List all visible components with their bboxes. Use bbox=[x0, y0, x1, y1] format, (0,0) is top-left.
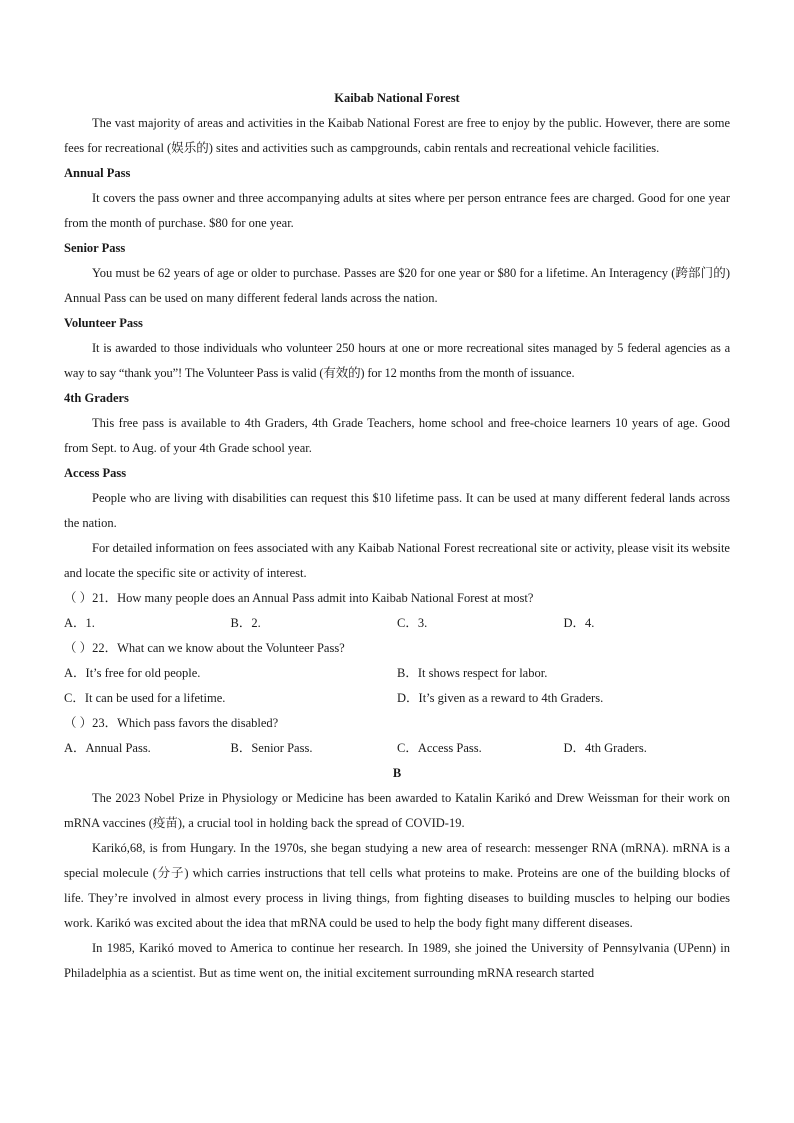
section-body-access-pass: People who are living with disabilities can request this $10 lifetime pass. It can be used at many different federal lands across the nation. bbox=[64, 491, 730, 530]
question-23-options bbox=[64, 736, 730, 761]
option-d: D．4. bbox=[563, 616, 595, 630]
option-a: A．Annual Pass. bbox=[64, 741, 151, 755]
option-b: B．It shows respect for labor. bbox=[397, 666, 548, 680]
option-b: B．Senior Pass. bbox=[230, 741, 313, 755]
option-b: B．2. bbox=[230, 616, 261, 630]
option-c: C．Access Pass. bbox=[397, 741, 482, 755]
passage-a-intro: The vast majority of areas and activities in the Kaibab National Forest are free to enjoy by the public. However, there are some fees for recreational (娱乐的) sites and activities such as campgrounds, cabin rentals and recreational vehicle facilities. bbox=[64, 116, 730, 155]
option-c: C．3. bbox=[397, 616, 428, 630]
section-heading-access-pass: Access Pass bbox=[64, 466, 127, 480]
passage-b-paragraph: In 1985, Karikó moved to America to continue her research. In 1989, she joined the University of Pennsylvania (UPenn) in Philadelphia as a scientist. But as time went on, the initial excitement surrounding mRNA research started bbox=[64, 941, 730, 980]
question-22-options-row1 bbox=[64, 661, 730, 686]
option-a: A．It’s free for old people. bbox=[64, 666, 201, 680]
passage-b-paragraph: Karikó,68, is from Hungary. In the 1970s, she began studying a new area of research: messenger RNA (mRNA). mRNA is a special molecule (分子) which carries instructions that tell cells what proteins to make. Proteins are one of the building blocks of life. They’re involved in almost every process in living things, from fighting diseases to building muscles to helping our bodies work. Karikó was excited about the idea that mRNA could be used to help the body fight many different diseases. bbox=[64, 841, 730, 930]
question-21-options bbox=[64, 611, 730, 636]
passage-a-closing: For detailed information on fees associated with any Kaibab National Forest recreational site or activity, please visit its website and locate the specific site or activity of interest. bbox=[64, 541, 730, 580]
option-d: D．It’s given as a reward to 4th Graders. bbox=[397, 691, 604, 705]
passage-b-label: B bbox=[392, 766, 402, 780]
section-heading-4th-graders: 4th Graders bbox=[64, 391, 129, 405]
document-page bbox=[64, 86, 730, 986]
option-c: C．It can be used for a lifetime. bbox=[64, 691, 226, 705]
section-body-annual-pass: It covers the pass owner and three accompanying adults at sites where per person entrance fees are charged. Good for one year from the month of purchase. $80 for one year. bbox=[64, 191, 730, 230]
passage-a-title: Kaibab National Forest bbox=[334, 91, 460, 105]
section-heading-volunteer-pass: Volunteer Pass bbox=[64, 316, 143, 330]
section-body-senior-pass: You must be 62 years of age or older to purchase. Passes are $20 for one year or $80 for a lifetime. An Interagency (跨部门的) Annual Pass can be used on many different federal lands across the nation. bbox=[64, 266, 730, 305]
passage-b-paragraph: The 2023 Nobel Prize in Physiology or Medicine has been awarded to Katalin Karikó and Drew Weissman for their work on mRNA vaccines (疫苗), a crucial tool in holding back the spread of COVID-19. bbox=[64, 791, 730, 830]
option-d: D．4th Graders. bbox=[563, 741, 647, 755]
section-heading-senior-pass: Senior Pass bbox=[64, 241, 126, 255]
section-heading-annual-pass: Annual Pass bbox=[64, 166, 131, 180]
question-21-stem: （ ）21．How many people does an Annual Pass admit into Kaibab National Forest at most? bbox=[64, 591, 534, 605]
question-23-stem: （ ）23．Which pass favors the disabled? bbox=[64, 716, 279, 730]
option-a: A．1. bbox=[64, 616, 95, 630]
section-body-volunteer-pass: It is awarded to those individuals who volunteer 250 hours at one or more recreational sites managed by 5 federal agencies as a way to say “thank you”! The Volunteer Pass is valid (有效的) for 12 months from the month of issuance. bbox=[64, 341, 730, 380]
question-22-stem: （ ）22．What can we know about the Volunteer Pass? bbox=[64, 641, 345, 655]
question-22-options-row2 bbox=[64, 686, 730, 711]
section-body-4th-graders: This free pass is available to 4th Graders, 4th Grade Teachers, home school and free-choice learners 10 years of age. Good from Sept. to Aug. of your 4th Grade school year. bbox=[64, 416, 730, 455]
